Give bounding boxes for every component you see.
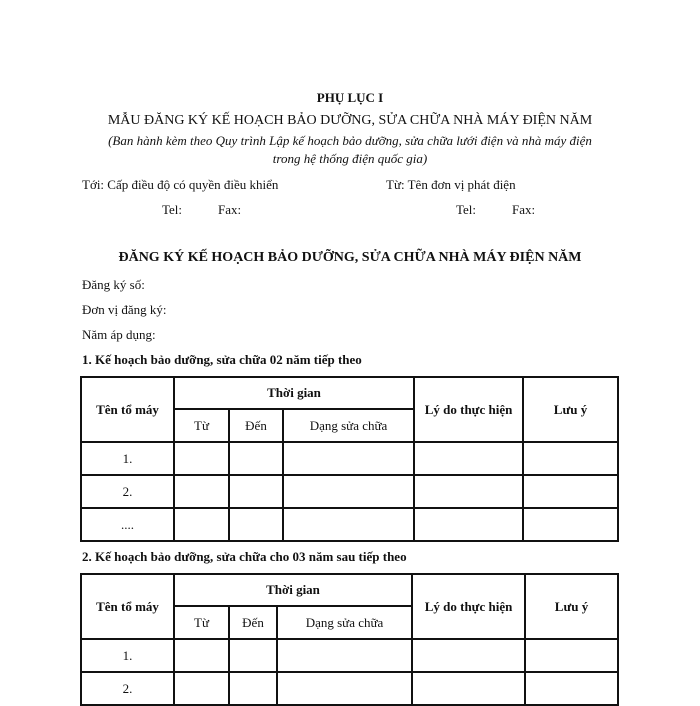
cell-repair-type[interactable] xyxy=(283,475,414,508)
col-time: Thời gian xyxy=(174,377,414,409)
row-number: .... xyxy=(81,508,174,541)
registration-unit-label: Đơn vị đăng ký: xyxy=(82,302,167,317)
col-note: Lưu ý xyxy=(525,574,618,639)
cell-from[interactable] xyxy=(174,508,229,541)
cell-from[interactable] xyxy=(174,639,229,672)
cell-note[interactable] xyxy=(523,508,618,541)
subtitle-line-2: trong hệ thống điện quốc gia) xyxy=(272,151,428,166)
col-repair-type: Dạng sửa chữa xyxy=(277,606,412,639)
table-row xyxy=(81,475,618,508)
col-unit-name: Tên tổ máy xyxy=(81,377,174,442)
cell-from[interactable] xyxy=(174,475,229,508)
to-recipient: Tới: Cấp điều độ có quyền điều khiển xyxy=(82,177,279,192)
col-to: Đến xyxy=(229,606,277,639)
cell-repair-type[interactable] xyxy=(283,508,414,541)
form-title: MẪU ĐĂNG KÝ KẾ HOẠCH BẢO DƯỠNG, SỬA CHỮA NHÀ MÁY ĐIỆN NĂM xyxy=(107,113,593,128)
col-to: Đến xyxy=(229,409,283,442)
table-row xyxy=(81,672,618,705)
cell-note[interactable] xyxy=(523,475,618,508)
cell-note[interactable] xyxy=(523,442,618,475)
col-repair-type: Dạng sửa chữa xyxy=(283,409,414,442)
col-time: Thời gian xyxy=(174,574,412,606)
registration-number-label: Đăng ký số: xyxy=(82,277,145,292)
row-number: 1. xyxy=(81,442,174,475)
cell-reason[interactable] xyxy=(412,672,525,705)
tel-left-label: Tel: xyxy=(162,202,183,217)
col-reason: Lý do thực hiện xyxy=(414,377,523,442)
cell-from[interactable] xyxy=(174,672,229,705)
row-number: 1. xyxy=(81,639,174,672)
cell-to[interactable] xyxy=(229,475,283,508)
cell-to[interactable] xyxy=(229,639,277,672)
section-2-title: 2. Kế hoạch bảo dưỡng, sửa chữa cho 03 năm sau tiếp theo xyxy=(82,549,407,564)
table-row xyxy=(81,639,618,672)
registration-heading: ĐĂNG KÝ KẾ HOẠCH BẢO DƯỠNG, SỬA CHỮA NHÀ MÁY ĐIỆN NĂM xyxy=(118,250,582,265)
cell-from[interactable] xyxy=(174,442,229,475)
col-unit-name: Tên tổ máy xyxy=(81,574,174,639)
fax-right-label: Fax: xyxy=(512,202,536,217)
fax-left-label: Fax: xyxy=(218,202,242,217)
cell-reason[interactable] xyxy=(414,442,523,475)
cell-reason[interactable] xyxy=(412,639,525,672)
apply-year-label: Năm áp dụng: xyxy=(82,327,156,342)
tel-right-label: Tel: xyxy=(456,202,477,217)
cell-repair-type[interactable] xyxy=(277,672,412,705)
subtitle-line-1: (Ban hành kèm theo Quy trình Lập kế hoạch bảo dưỡng, sửa chữa lưới điện và nhà máy điện xyxy=(108,133,592,148)
section-1-title: 1. Kế hoạch bảo dưỡng, sửa chữa 02 năm tiếp theo xyxy=(82,352,362,367)
table-row xyxy=(81,442,618,475)
table-row xyxy=(81,508,618,541)
cell-to[interactable] xyxy=(229,442,283,475)
col-from: Từ xyxy=(174,409,229,442)
cell-repair-type[interactable] xyxy=(277,639,412,672)
cell-reason[interactable] xyxy=(414,475,523,508)
cell-repair-type[interactable] xyxy=(283,442,414,475)
row-number: 2. xyxy=(81,475,174,508)
col-note: Lưu ý xyxy=(523,377,618,442)
cell-note[interactable] xyxy=(525,672,618,705)
appendix-title: PHỤ LỤC I xyxy=(316,90,384,105)
cell-note[interactable] xyxy=(525,639,618,672)
col-from: Từ xyxy=(174,606,229,639)
cell-reason[interactable] xyxy=(414,508,523,541)
maintenance-table-3-years xyxy=(80,573,619,706)
cell-to[interactable] xyxy=(229,672,277,705)
cell-to[interactable] xyxy=(229,508,283,541)
from-sender: Từ: Tên đơn vị phát điện xyxy=(386,177,516,192)
col-reason: Lý do thực hiện xyxy=(412,574,525,639)
row-number: 2. xyxy=(81,672,174,705)
maintenance-table-2-years xyxy=(80,376,619,542)
